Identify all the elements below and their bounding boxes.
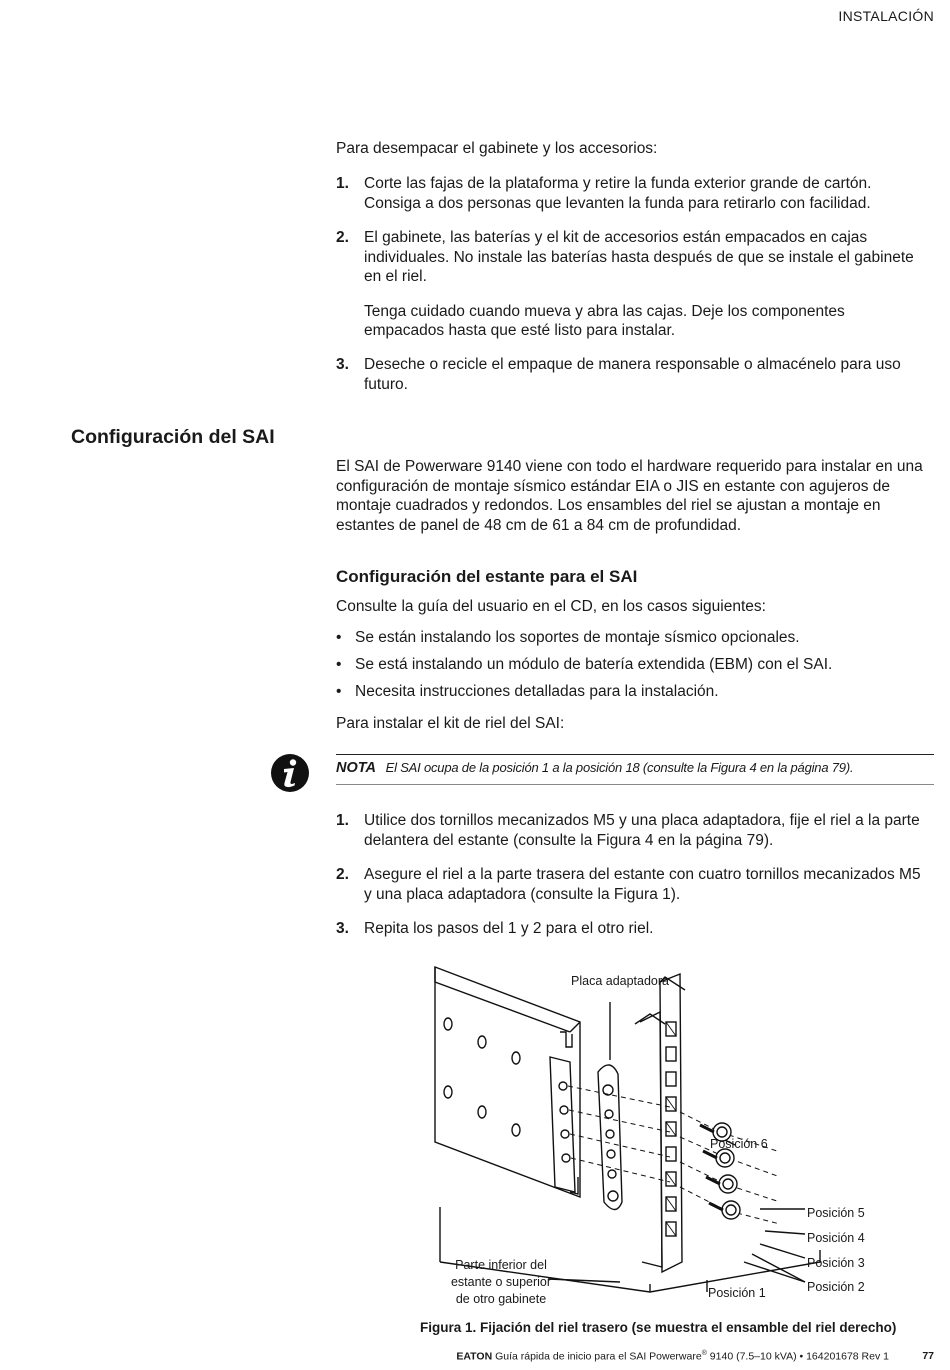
label-shelf-bottom-1: Parte inferior del (455, 1258, 547, 1272)
label-adapter-plate: Placa adaptadora (571, 974, 669, 988)
note-top-rule (336, 754, 934, 755)
step-text: Utilice dos tornillos mecanizados M5 y una placa adaptadora, fije el riel a la parte delantera del estante (consulte la Figura 4 en la página 79). (364, 812, 920, 849)
install-step-1 (336, 811, 926, 850)
bullet-text: Se está instalando un módulo de batería extendida (EBM) con el SAI. (355, 656, 833, 673)
step-number: 1. (336, 175, 349, 192)
label-position-3: Posición 3 (807, 1256, 865, 1270)
footer-registered: ® (701, 1350, 707, 1357)
section-heading: Configuración del SAI (71, 426, 275, 448)
note-text: El SAI ocupa de la posición 1 a la posición 18 (consulte la Figura 4 en la página 79). (385, 760, 854, 775)
label-position-4: Posición 4 (807, 1231, 865, 1245)
bullet-item (336, 682, 926, 702)
step-text: El gabinete, las baterías y el kit de accesorios están empacados en cajas individuales. No instale las baterías hasta después de que se instale el gabinete en el riel. (364, 229, 914, 285)
label-position-1: Posición 1 (708, 1286, 766, 1300)
step-number: 3. (336, 920, 349, 937)
step-extra-text: Tenga cuidado cuando mueva y abra las cajas. Deje los componentes empacados hasta que esté listo para instalar. (364, 302, 845, 339)
bullet-dot: • (336, 629, 342, 646)
step-text: Corte las fajas de la plataforma y retire la funda exterior grande de cartón. Consiga a dos personas que levanten la funda para retirarlo con facilidad. (364, 175, 872, 212)
label-position-2: Posición 2 (807, 1280, 865, 1294)
label-position-6: Posición 6 (710, 1137, 768, 1151)
step-text: Repita los pasos del 1 y 2 para el otro riel. (364, 920, 654, 937)
unpack-step-2 (336, 228, 926, 341)
info-icon (270, 753, 310, 793)
unpack-step-1 (336, 174, 926, 213)
step-text: Deseche o recicle el empaque de manera responsable o almacénelo para uso futuro. (364, 356, 901, 393)
step-number: 2. (336, 229, 349, 246)
bullet-item (336, 628, 926, 648)
step-number: 1. (336, 812, 349, 829)
figure-rail-assembly (420, 962, 940, 1312)
bullet-dot: • (336, 683, 342, 700)
install-intro: Para instalar el kit de riel del SAI: (336, 715, 565, 732)
bullet-text: Necesita instrucciones detalladas para la instalación. (355, 683, 719, 700)
step-number: 3. (336, 356, 349, 373)
note (336, 760, 853, 776)
label-shelf-bottom-2: estante o superior (450, 1275, 552, 1289)
subsection-intro: Consulte la guía del usuario en el CD, en los casos siguientes: (336, 598, 766, 615)
step-text: Asegure el riel a la parte trasera del estante con cuatro tornillos mecanizados M5 y una placa adaptadora (consulte la Figura 1). (364, 866, 921, 903)
figure-caption: Figura 1. Fijación del riel trasero (se muestra el ensamble del riel derecho) (420, 1320, 897, 1335)
install-step-3 (336, 919, 926, 939)
note-label: NOTA (336, 760, 377, 776)
footer-title: Guía rápida de inicio para el SAI Powerware (495, 1350, 702, 1363)
unpack-intro: Para desempacar el gabinete y los accesorios: (336, 140, 658, 157)
footer-brand: EATON (456, 1350, 493, 1363)
install-step-2 (336, 865, 926, 904)
note-bottom-rule (336, 784, 934, 785)
section-paragraph: El SAI de Powerware 9140 viene con todo el hardware requerido para instalar en una configuración de montaje sísmico estándar EIA o JIS en estante con agujeros de montaje cuadrados y redondos. Los ensambles del riel se ajustan a montaje en estantes de panel de 48 cm de 61 a 84 cm de profundidad. (336, 458, 923, 534)
subsection-heading: Configuración del estante para el SAI (336, 567, 638, 586)
bullet-dot: • (336, 656, 342, 673)
bullet-item (336, 655, 926, 675)
label-shelf-bottom-3: de otro gabinete (455, 1292, 547, 1306)
unpack-step-3 (336, 355, 926, 394)
footer-model: 9140 (7.5–10 kVA) • 164201678 Rev 1 (709, 1350, 889, 1363)
bullet-text: Se están instalando los soportes de montaje sísmico opcionales. (355, 629, 800, 646)
step-number: 2. (336, 866, 349, 883)
label-position-5: Posición 5 (807, 1206, 865, 1220)
page-number: 77 (922, 1350, 934, 1362)
running-header: INSTALACIÓN (838, 8, 934, 24)
footer-text (456, 1350, 889, 1363)
